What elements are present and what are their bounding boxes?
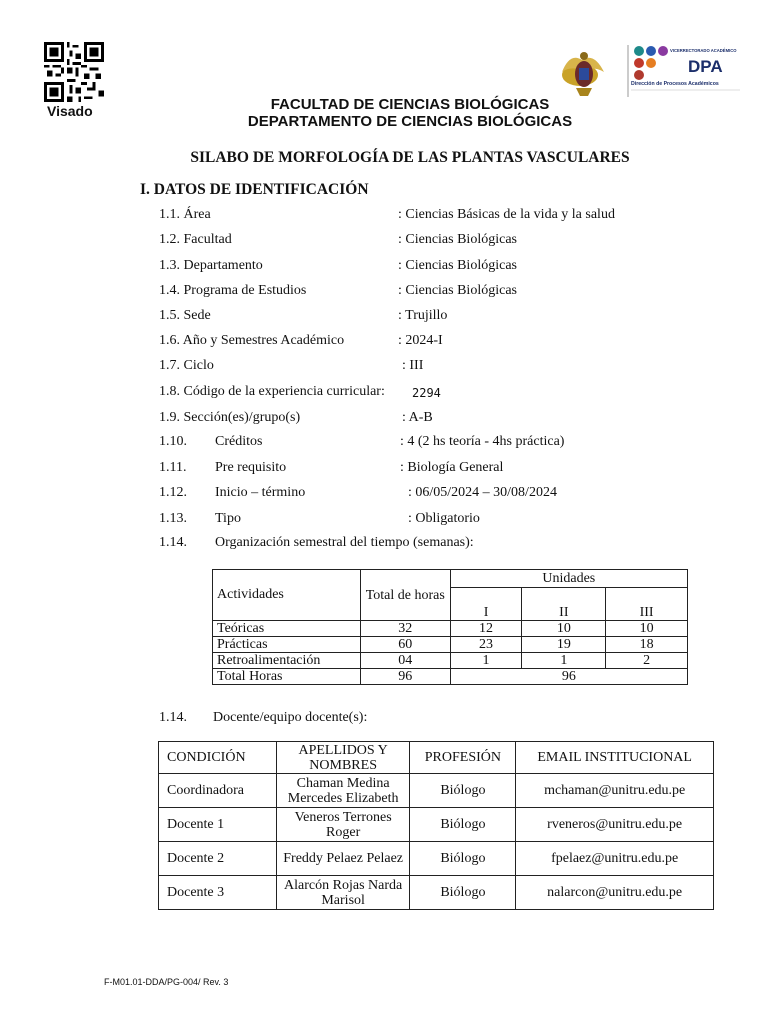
item-facultad-value: : Ciencias Biológicas bbox=[398, 232, 517, 247]
header-apellidos: APELLIDOS Y NOMBRES bbox=[276, 742, 410, 774]
item-tipo-num: 1.13. bbox=[159, 511, 187, 526]
total-horas-units: 96 bbox=[450, 669, 687, 685]
dpa-text: DPA bbox=[688, 57, 723, 76]
item-creditos-value: : 4 (2 hs teoría - 4hs práctica) bbox=[400, 434, 565, 449]
institution-logos bbox=[560, 42, 750, 100]
item-seccion-value: : A-B bbox=[402, 410, 433, 425]
total-cell: 04 bbox=[360, 653, 450, 669]
table-row bbox=[213, 621, 688, 637]
item-ciclo-value: : III bbox=[402, 358, 424, 373]
item-inicio-label: Inicio – término bbox=[215, 485, 306, 500]
condicion-cell: Docente 3 bbox=[159, 876, 277, 910]
table-row bbox=[213, 653, 688, 669]
email-cell: nalarcon@unitru.edu.pe bbox=[516, 876, 714, 910]
table-row bbox=[213, 637, 688, 653]
item-organizacion-num: 1.14. bbox=[159, 535, 187, 550]
unit-cell: 10 bbox=[606, 621, 688, 637]
activity-cell: Retroalimentación bbox=[213, 653, 361, 669]
item-area-value: : Ciencias Básicas de la vida y la salud bbox=[398, 207, 615, 222]
header-unit-3: III bbox=[606, 588, 688, 621]
qr-code bbox=[42, 42, 106, 102]
item-area-label: 1.1. Área bbox=[159, 207, 211, 222]
item-creditos-label: Créditos bbox=[215, 434, 263, 449]
item-codigo-label: 1.8. Código de la experiencia curricular: bbox=[159, 384, 385, 399]
item-prerequisito-label: Pre requisito bbox=[215, 460, 287, 475]
email-cell: mchaman@unitru.edu.pe bbox=[516, 774, 714, 808]
header-profesion: PROFESIÓN bbox=[410, 742, 516, 774]
item-organizacion-label: Organización semestral del tiempo (semanas): bbox=[215, 535, 474, 550]
header-unidades: Unidades bbox=[450, 570, 687, 588]
item-facultad-label: 1.2. Facultad bbox=[159, 232, 232, 247]
total-cell: 32 bbox=[360, 621, 450, 637]
unit-cell: 2 bbox=[606, 653, 688, 669]
header-actividades: Actividades bbox=[213, 570, 361, 621]
item-semestre-value: : 2024-I bbox=[398, 333, 443, 348]
nombre-cell: Alarcón Rojas Narda Marisol bbox=[276, 876, 410, 910]
condicion-cell: Docente 1 bbox=[159, 808, 277, 842]
activity-cell: Teóricas bbox=[213, 621, 361, 637]
profesion-cell: Biólogo bbox=[410, 842, 516, 876]
unit-cell: 10 bbox=[522, 621, 606, 637]
header-department: DEPARTAMENTO DE CIENCIAS BIOLÓGICAS bbox=[247, 113, 573, 130]
item-departamento-value: : Ciencias Biológicas bbox=[398, 258, 517, 273]
section-title: I. DATOS DE IDENTIFICACIÓN bbox=[140, 181, 369, 198]
table-row bbox=[159, 842, 714, 876]
email-cell: fpelaez@unitru.edu.pe bbox=[516, 842, 714, 876]
unit-cell: 23 bbox=[450, 637, 522, 653]
docente-heading-num: 1.14. bbox=[159, 710, 187, 725]
condicion-cell: Coordinadora bbox=[159, 774, 277, 808]
item-prerequisito-num: 1.11. bbox=[159, 460, 187, 475]
docente-table bbox=[158, 741, 714, 910]
item-creditos-num: 1.10. bbox=[159, 434, 187, 449]
profesion-cell: Biólogo bbox=[410, 774, 516, 808]
item-prerequisito-value: : Biología General bbox=[400, 460, 504, 475]
header-faculty: FACULTAD DE CIENCIAS BIOLÓGICAS bbox=[270, 96, 550, 113]
header-condicion: CONDICIÓN bbox=[159, 742, 277, 774]
email-cell: rveneros@unitru.edu.pe bbox=[516, 808, 714, 842]
item-seccion-label: 1.9. Sección(es)/grupo(s) bbox=[159, 410, 301, 425]
item-sede-value: : Trujillo bbox=[398, 308, 448, 323]
total-horas-label: Total Horas bbox=[213, 669, 361, 685]
nombre-cell: Freddy Pelaez Pelaez bbox=[276, 842, 410, 876]
unit-cell: 19 bbox=[522, 637, 606, 653]
hours-table bbox=[212, 569, 688, 685]
item-tipo-label: Tipo bbox=[215, 511, 241, 526]
header-email: EMAIL INSTITUCIONAL bbox=[516, 742, 714, 774]
total-horas-value: 96 bbox=[360, 669, 450, 685]
item-codigo-value: 2294 bbox=[412, 386, 441, 400]
dpa-subtitle: Dirección de Procesos Académicos bbox=[631, 81, 719, 87]
item-sede-label: 1.5. Sede bbox=[159, 308, 211, 323]
table-row bbox=[159, 774, 714, 808]
visado-label: Visado bbox=[47, 103, 93, 119]
header-total-horas: Total de horas bbox=[360, 570, 450, 621]
item-programa-value: : Ciencias Biológicas bbox=[398, 283, 517, 298]
docente-heading-label: Docente/equipo docente(s): bbox=[213, 710, 368, 725]
unit-cell: 1 bbox=[450, 653, 522, 669]
table-row-total bbox=[213, 669, 688, 685]
item-inicio-value: : 06/05/2024 – 30/08/2024 bbox=[408, 485, 557, 500]
table-row bbox=[159, 876, 714, 910]
item-ciclo-label: 1.7. Ciclo bbox=[159, 358, 214, 373]
unit-cell: 12 bbox=[450, 621, 522, 637]
item-departamento-label: 1.3. Departamento bbox=[159, 258, 263, 273]
header-unit-2: II bbox=[522, 588, 606, 621]
total-cell: 60 bbox=[360, 637, 450, 653]
table-row bbox=[159, 808, 714, 842]
unit-cell: 18 bbox=[606, 637, 688, 653]
activity-cell: Prácticas bbox=[213, 637, 361, 653]
condicion-cell: Docente 2 bbox=[159, 842, 277, 876]
syllabus-title: SILABO DE MORFOLOGÍA DE LAS PLANTAS VASCULARES bbox=[190, 149, 630, 166]
item-inicio-num: 1.12. bbox=[159, 485, 187, 500]
university-crest-icon bbox=[562, 52, 604, 96]
item-programa-label: 1.4. Programa de Estudios bbox=[159, 283, 307, 298]
form-code-footer: F-M01.01-DDA/PG-004/ Rev. 3 bbox=[104, 977, 229, 987]
nombre-cell: Veneros Terrones Roger bbox=[276, 808, 410, 842]
header-unit-1: I bbox=[450, 588, 522, 621]
item-semestre-label: 1.6. Año y Semestres Académico bbox=[159, 333, 345, 348]
profesion-cell: Biólogo bbox=[410, 808, 516, 842]
unit-cell: 1 bbox=[522, 653, 606, 669]
nombre-cell: Chaman Medina Mercedes Elizabeth bbox=[276, 774, 410, 808]
item-tipo-value: : Obligatorio bbox=[408, 511, 480, 526]
logo-top-text: VICERRECTORADO ACADÉMICO bbox=[670, 48, 737, 53]
profesion-cell: Biólogo bbox=[410, 876, 516, 910]
